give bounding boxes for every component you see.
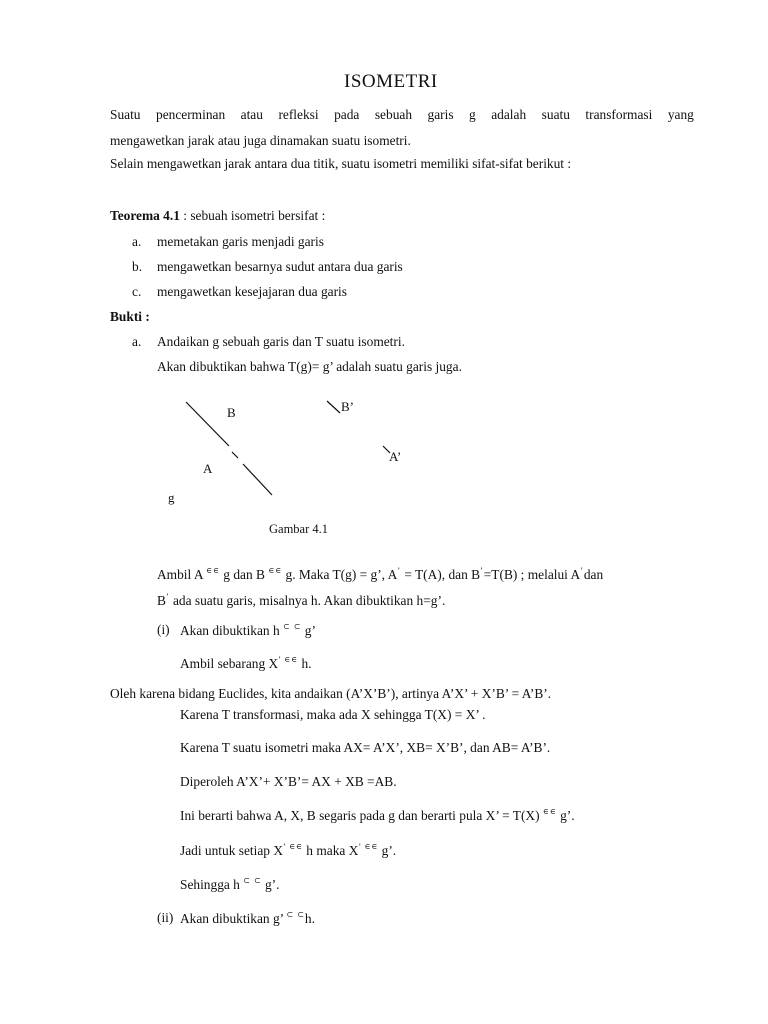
- text-segment: g’: [301, 623, 316, 638]
- text-segment: dan: [583, 567, 604, 582]
- subset-symbol: ⊂ ⊂: [243, 876, 262, 885]
- proof-label-text: Bukti :: [110, 309, 150, 324]
- step-ii-marker: (ii): [157, 910, 174, 925]
- theorem-item-b: mengawetkan besarnya sudut antara dua garis: [157, 259, 403, 274]
- text-segment: Sehingga h: [180, 877, 244, 892]
- subset-symbol: ⊂ ⊂: [286, 910, 305, 919]
- proof-label: [110, 310, 150, 323]
- text-segment: ada suatu garis, misalnya h. Akan dibuktikan h=g’.: [169, 593, 446, 608]
- text-segment: Akan dibuktikan h: [180, 623, 284, 638]
- proof-a-line-2: Akan dibuktikan bahwa T(g)= g’ adalah suatu garis juga.: [157, 359, 462, 374]
- intro-line-3: Selain mengawetkan jarak antara dua titik, suatu isometri memiliki sifat-sifat berikut :: [110, 156, 572, 171]
- intro-word: g: [469, 107, 476, 122]
- subset-symbol: ⊂ ⊂: [283, 622, 302, 631]
- label-A-prime: A’: [389, 449, 402, 464]
- theorem-text: : sebuah isometri bersifat :: [179, 208, 326, 223]
- element-of-symbol: ’ ∈∈: [283, 842, 303, 851]
- text-segment: g’.: [261, 877, 280, 892]
- diperoleh-line: Diperoleh A’X’+ X’B’= AX + XB =AB.: [180, 774, 397, 789]
- element-of-symbol: ∈∈: [206, 566, 220, 575]
- prime-mark: ’: [580, 566, 584, 575]
- element-of-symbol: ’ ∈∈: [278, 655, 299, 664]
- ambil-sebarang-line: [180, 656, 312, 670]
- text-segment: g. Maka T(g) = g’, A: [282, 567, 398, 582]
- label-g: g: [168, 490, 175, 505]
- intro-word: transformasi: [585, 107, 653, 122]
- theorem-item-b-marker: b.: [132, 259, 143, 274]
- ambil-line-2: [157, 593, 445, 607]
- intro-word: suatu: [541, 107, 570, 122]
- theorem-label: Teorema 4.1: [110, 208, 180, 223]
- jadi-line: [180, 843, 396, 857]
- karena-transformasi-line: Karena T transformasi, maka ada X sehingga T(X) = X’ .: [180, 707, 486, 722]
- text-segment: =T(B) ; melalui A: [483, 567, 581, 582]
- ambil-line-1: [157, 567, 603, 581]
- text-segment: B: [157, 593, 166, 608]
- text-segment: g’.: [556, 808, 575, 823]
- label-B: B: [227, 405, 236, 420]
- text-segment: g dan B: [219, 567, 269, 582]
- figure-caption: Gambar 4.1: [269, 522, 329, 536]
- oleh-line: Oleh karena bidang Euclides, kita andaikan (A’X’B’), artinya A’X’ + X’B’ = A’B’.: [110, 686, 552, 701]
- text-segment: Ini berarti bahwa A, X, B segaris pada g dan berarti pula X’ = T(X): [180, 808, 543, 823]
- line-h-top: [327, 401, 340, 413]
- step-i-marker: (i): [157, 622, 170, 637]
- element-of-symbol: ’ ∈∈: [358, 842, 379, 851]
- text-segment: Ambil A: [157, 567, 207, 582]
- prime-mark: ’: [397, 566, 401, 575]
- intro-word: adalah: [491, 107, 527, 122]
- text-segment: g’.: [378, 843, 397, 858]
- theorem-item-a: memetakan garis menjadi garis: [157, 234, 324, 249]
- line-g-upper: [186, 402, 229, 446]
- intro-word: garis: [427, 107, 454, 122]
- text-segment: h.: [304, 911, 315, 926]
- step-i-line: [180, 623, 316, 637]
- theorem-item-a-marker: a.: [132, 234, 142, 249]
- text-segment: Ambil sebarang X: [180, 656, 279, 671]
- line-g-gap: [232, 452, 238, 458]
- step-ii-line: [180, 911, 315, 925]
- ini-berarti-line: [180, 808, 575, 822]
- intro-word: atau: [240, 107, 263, 122]
- intro-line-2: mengawetkan jarak atau juga dinamakan suatu isometri.: [110, 133, 411, 148]
- text-segment: Akan dibuktikan g’: [180, 911, 287, 926]
- theorem-heading: [110, 209, 325, 222]
- label-B-prime: B’: [341, 399, 354, 414]
- theorem-item-c-marker: c.: [132, 284, 142, 299]
- intro-word: sebuah: [374, 107, 413, 122]
- prime-mark: ’: [480, 566, 484, 575]
- label-A: A: [203, 461, 213, 476]
- sehingga-line: [180, 877, 280, 891]
- intro-word: pencerminan: [156, 107, 226, 122]
- text-segment: = T(A), dan B: [400, 567, 481, 582]
- intro-word: yang: [667, 107, 694, 122]
- intro-line-1: [110, 108, 694, 121]
- text-segment: h maka X: [302, 843, 359, 858]
- karena-isometri-line: Karena T suatu isometri maka AX= A’X’, XB= X’B’, dan AB= A’B’.: [180, 740, 551, 755]
- intro-word: Suatu: [110, 107, 141, 122]
- element-of-symbol: ∈∈: [268, 566, 283, 575]
- page-title: ISOMETRI: [344, 71, 438, 92]
- proof-a-marker: a.: [132, 334, 142, 349]
- proof-a-line-1: Andaikan g sebuah garis dan T suatu isometri.: [157, 334, 405, 349]
- line-g-lower: [243, 464, 272, 495]
- text-segment: Jadi untuk setiap X: [180, 843, 284, 858]
- intro-word: refleksi: [278, 107, 319, 122]
- element-of-symbol: ∈∈: [542, 807, 557, 816]
- text-segment: h.: [298, 656, 312, 671]
- intro-word: pada: [334, 107, 360, 122]
- figure-4-1: [0, 390, 768, 550]
- theorem-item-c: mengawetkan kesejajaran dua garis: [157, 284, 347, 299]
- prime-mark: ’: [165, 592, 170, 601]
